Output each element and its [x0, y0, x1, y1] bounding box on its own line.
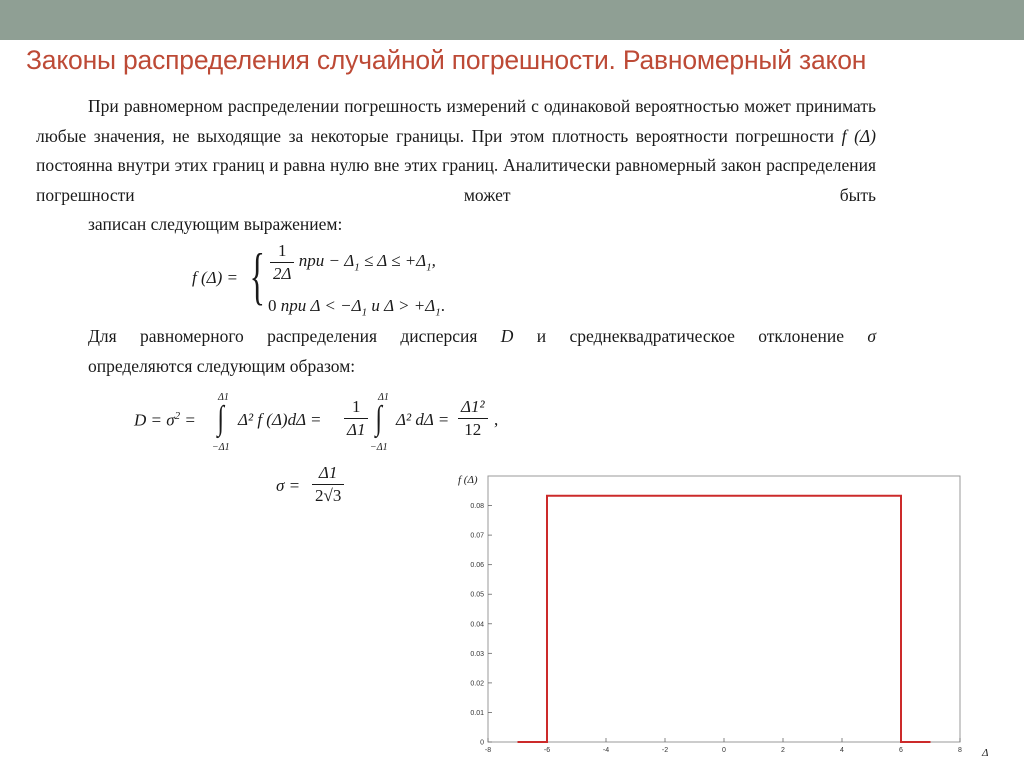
x-tick-label: 0: [722, 747, 726, 754]
y-tick-label: 0.04: [470, 621, 484, 629]
formula1-case1: [270, 240, 436, 285]
y-tick-label: 0.07: [470, 532, 484, 540]
formula1-case1-denominator: 2Δ: [273, 264, 292, 283]
integral-sign-2: ∫: [375, 400, 382, 437]
integral1-lower-limit: −Δ1: [212, 442, 230, 453]
integral2-lower-limit: −Δ1: [370, 442, 388, 453]
y-tick-label: 0.02: [470, 680, 484, 688]
integral1-upper-limit: Δ1: [218, 392, 229, 403]
y-tick-label: 0.03: [470, 650, 484, 658]
paragraph2-text-a: Для равномерного распределения дисперсия: [88, 326, 478, 346]
y-tick-label: 0.06: [470, 562, 484, 570]
formula1-lhs: f (Δ) =: [192, 268, 238, 287]
y-tick-label: 0: [480, 739, 484, 747]
formula1-case1-condition: при − $\Delta_1 \le \Delta \le +\Delta_1$,: [298, 251, 436, 274]
formula2-integrand2: Δ² dΔ =: [396, 410, 450, 429]
x-axis-label: Δ: [982, 747, 989, 759]
top-bar: [0, 0, 1024, 40]
x-tick-label: -2: [661, 747, 669, 754]
paragraph1-line-b: постоянна внутри этих границ и равна нулю вне этих границ. Аналитически равномерный закон распределения погрешности может быть: [36, 155, 876, 205]
formula2-lhs: $D = \sigma^2$ =: [134, 410, 196, 430]
paragraph2-text-b: и среднеквадратическое отклонение: [536, 326, 845, 346]
x-tick-label: 4: [840, 747, 844, 754]
formula3-lhs: σ =: [276, 476, 301, 495]
y-tick-label: 0.08: [470, 503, 484, 511]
paragraph-uniform-intro: [36, 92, 876, 240]
uniform-density-chart: [448, 466, 1024, 767]
paragraph1-line-a: При равномерном распределении погрешность измерений с одинаковой вероятностью может принимать любые значения, не выходящие за некоторые границы. При этом плотность вероятности погрешности: [36, 96, 876, 146]
formula2-fraction1: $\frac{1}{\Delta 1}$: [344, 396, 368, 441]
formula2-end: ,: [494, 410, 499, 429]
y-tick-label: 0.05: [470, 591, 484, 599]
f-delta-symbol: f (Δ): [841, 125, 876, 146]
formula-dispersion: [134, 392, 514, 456]
x-tick-label: 2: [781, 747, 785, 754]
formula2-integrand1: Δ² f (Δ)dΔ =: [238, 410, 322, 429]
chart-svg: [448, 466, 1024, 767]
dispersion-symbol: D: [500, 326, 514, 346]
paragraph1-last-line: записан следующим выражением:: [88, 214, 343, 234]
formula1-case1-numerator: 1: [270, 240, 294, 263]
integral2-upper-limit: Δ1: [378, 392, 389, 403]
slide-title: Законы распределения случайной погрешности. Равномерный закон: [26, 45, 867, 75]
integral-sign-1: ∫: [217, 400, 224, 437]
formula-sigma: [276, 462, 396, 516]
plot-area: [488, 476, 960, 742]
formula3-fraction: $\frac{\Delta 1}{2√3}$: [312, 462, 344, 507]
formula1-brace: {: [249, 240, 266, 311]
x-tick-label: 6: [899, 747, 903, 754]
y-tick-label: 0.01: [470, 709, 484, 717]
paragraph2-last-line: определяются следующим образом:: [88, 355, 356, 376]
x-tick-label: -6: [543, 747, 551, 754]
x-tick-label: -8: [484, 747, 492, 754]
y-axis-label: f (Δ): [458, 474, 478, 486]
paragraph-dispersion: [36, 322, 876, 381]
x-tick-label: 8: [958, 747, 962, 754]
x-tick-label: -4: [602, 747, 610, 754]
formula2-fraction2: $\frac{\text{Δ1²}}{12}$: [458, 396, 488, 441]
formula1-case2: 0 при $\Delta < -\Delta_1$ и $\Delta > +\Delta_1$.: [268, 296, 445, 319]
sigma-symbol: σ: [867, 326, 877, 346]
